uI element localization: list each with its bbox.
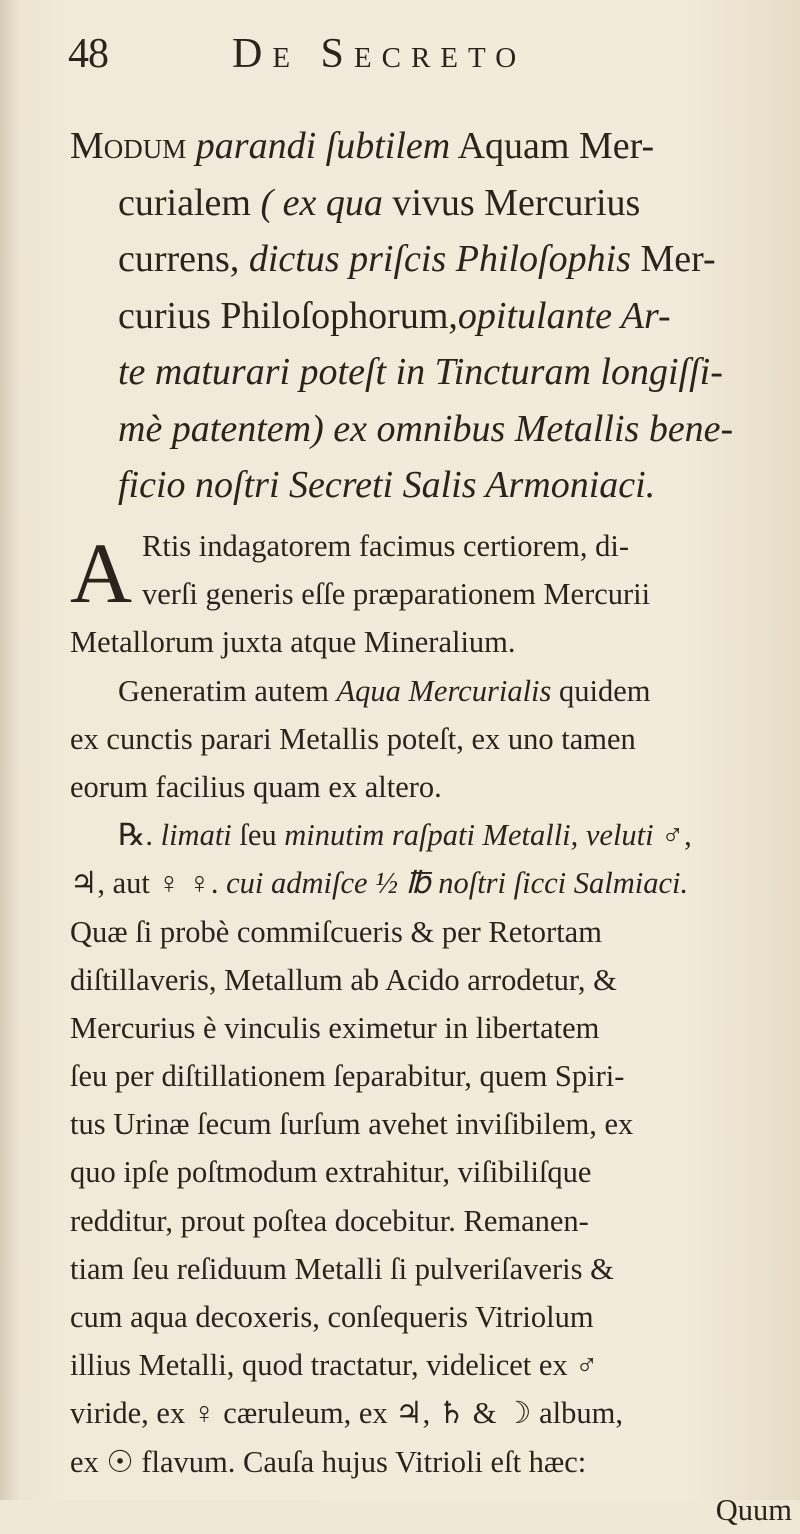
page-number: 48 <box>68 31 108 77</box>
running-title: De Secreto <box>232 31 527 77</box>
heading-line <box>70 118 792 175</box>
first-line-text: Rtis indagatorem facimus certiorem, di- <box>142 529 630 563</box>
body-line: verſi generis eſſe præparationem Mercurii <box>142 577 651 612</box>
heading-roman: Mer- <box>630 238 716 280</box>
heading-line <box>70 288 792 345</box>
heading-line: ficio noſtri Secreti Salis Armoniaci. <box>118 464 656 506</box>
italic-span: Aqua Mercurialis <box>336 673 552 708</box>
page-gutter-shadow <box>0 0 20 1500</box>
body-line: illius Metalli, quod tractatur, videlicet ex ♂ <box>70 1348 599 1383</box>
recipe-symbol: ℞. <box>118 818 161 853</box>
body-line: quo ipſe poſtmodum extrahitur, viſibiliſque <box>70 1155 592 1190</box>
body-line: ex ☉ flavum. Cauſa hujus Vitrioli eſt hæc: <box>70 1444 587 1479</box>
body-line: cum aqua decoxeris, conſequeris Vitriolum <box>70 1300 594 1334</box>
body-line: redditur, prout poſtea docebitur. Remanen- <box>70 1203 589 1238</box>
catchword: Quum <box>715 1492 792 1527</box>
section-heading <box>70 118 792 514</box>
text-span: ♃, aut ♀ ♀. <box>70 866 227 901</box>
body-line: Metallorum juxta atque Mineralium. <box>70 625 516 660</box>
body-line: tiam ſeu reſiduum Metalli ſi pulveriſaveris & <box>70 1251 614 1286</box>
heading-line <box>70 231 792 288</box>
page-header <box>68 30 768 90</box>
body-line <box>70 667 792 715</box>
heading-line: te maturari poteſt in Tincturam longiſſi- <box>118 351 723 393</box>
heading-line <box>70 175 792 232</box>
italic-span: cui admiſce ½ ℔ noſtri ſicci Salmiaci. <box>226 866 689 901</box>
drop-cap: A <box>70 525 133 621</box>
body-line: ſeu per diſtillationem ſeparabitur, quem Spiri- <box>70 1059 625 1094</box>
heading-italic: parandi ſubtilem <box>195 125 451 167</box>
body-line: eorum facilius quam ex altero. <box>70 769 442 804</box>
heading-line: mè patentem) ex omnibus Metallis bene- <box>118 407 734 450</box>
heading-roman: curialem <box>118 181 261 224</box>
italic-span: minutim raſpati Metalli, veluti <box>284 818 654 853</box>
text-span: ſeu <box>231 818 285 853</box>
heading-italic: dictus priſcis Philoſophis <box>248 238 631 280</box>
body-line: tus Urinæ ſecum ſurſum avehet inviſibilem, ex <box>70 1107 634 1142</box>
body-line: viride, ex ♀ cæruleum, ex ♃, ♄ & ☽ album, <box>70 1396 623 1431</box>
text-span: quidem <box>551 673 651 708</box>
body-line <box>70 859 792 907</box>
body-text <box>70 522 792 1534</box>
body-line: Quæ ſi probè commiſcueris & per Retortam <box>70 914 602 949</box>
body-line: Mercurius è vinculis eximetur in libertatem <box>70 1010 600 1045</box>
italic-span: limati <box>160 818 232 853</box>
heading-italic: ( ex qua <box>260 181 383 224</box>
heading-roman: vivus Mercurius <box>382 181 641 224</box>
heading-italic: opitulante Ar- <box>457 294 671 337</box>
heading-roman: Modum <box>70 125 196 167</box>
heading-roman: currens, <box>118 238 249 280</box>
heading-roman: curius Philoſophorum, <box>118 294 458 337</box>
body-line: diſtillaveris, Metallum ab Acido arrodetur, & <box>70 962 617 997</box>
body-line <box>70 811 792 859</box>
alchemical-symbol: ♂, <box>653 818 692 853</box>
text-span: Generatim autem <box>118 673 337 708</box>
body-line: ex cunctis parari Metallis poteſt, ex uno tamen <box>70 721 636 756</box>
heading-roman: Aquam Mer- <box>450 125 655 167</box>
